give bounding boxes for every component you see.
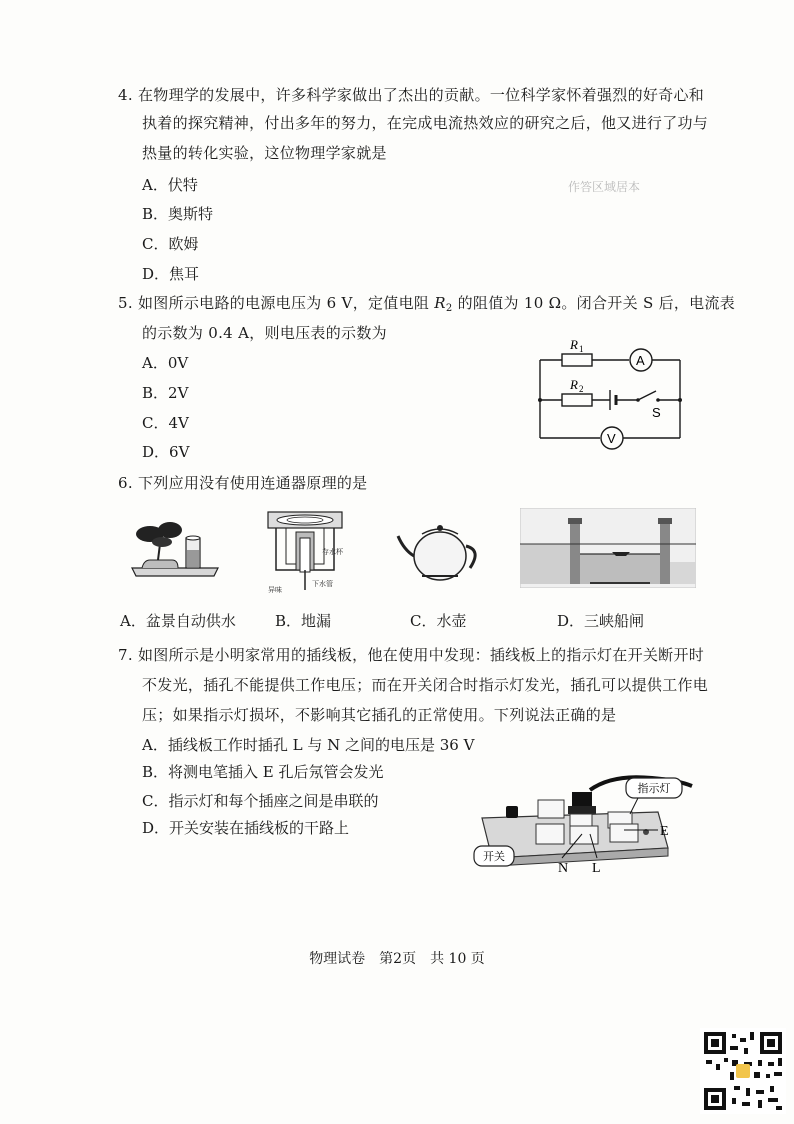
switch-callout-label: 开关 (483, 850, 505, 863)
floor-drain-image (262, 508, 358, 594)
q5-option-a: A．0V (142, 354, 189, 372)
q7-option-d: D．开关安装在插线板的干路上 (142, 819, 350, 837)
bonsai-water-image (122, 516, 224, 580)
e-label: E (660, 824, 669, 839)
drain-label-pipe: 下水管 (312, 580, 333, 588)
teapot-image (394, 512, 486, 588)
ammeter-label: A (636, 353, 645, 368)
drain-label-odor: 异味 (268, 586, 282, 594)
q6-caption-d: D．三峡船闸 (557, 612, 645, 630)
page-footer: 物理试卷 第2页 共 10 页 (309, 951, 485, 967)
q5-r-symbol: R (434, 294, 446, 312)
ship-lock-image (520, 508, 696, 588)
q4-option-c: C．欧姆 (142, 235, 199, 253)
power-strip-image (462, 772, 694, 888)
q5-line-1 (118, 292, 735, 314)
q5-option-b: B．2V (142, 384, 189, 402)
q5-option-d: D．6V (142, 443, 190, 461)
drain-label-cup: 存水杯 (322, 548, 343, 556)
q7-option-c: C．指示灯和每个插座之间是串联的 (142, 792, 379, 810)
q4-line-1: 4. 在物理学的发展中，许多科学家做出了杰出的贡献。一位科学家怀着强烈的好奇心和 (118, 86, 705, 104)
faded-note: 作答区域居本 (568, 180, 641, 194)
q5-r-sub: 2 (445, 303, 453, 314)
r1-label: R (570, 337, 578, 352)
q7-line-3: 压；如果指示灯损坏，不影响其它插孔的正常使用。下列说法正确的是 (142, 706, 617, 724)
l-label: L (592, 861, 601, 876)
q6-line-1: 6. 下列应用没有使用连通器原理的是 (118, 474, 368, 492)
r2-sub: 2 (579, 384, 584, 394)
switch-label: S (652, 405, 661, 420)
voltmeter-label: V (607, 431, 616, 446)
q7-line-1: 7. 如图所示是小明家常用的插线板，他在使用中发现：插线板上的指示灯在开关断开时 (118, 646, 705, 664)
r1-sub: 1 (579, 344, 584, 354)
q5-line-2: 的示数为 0.4 A，则电压表的示数为 (142, 324, 387, 342)
q4-line-3: 热量的转化实验，这位物理学家就是 (142, 144, 387, 162)
q4-option-d: D．焦耳 (142, 265, 200, 283)
q5-line-1-a: 5. 如图所示电路的电源电压为 6 V，定值电阻 (118, 294, 435, 312)
q5-option-c: C．4V (142, 414, 189, 432)
q4-option-a: A．伏特 (142, 176, 198, 194)
q5-line-1-b: 的阻值为 10 Ω。闭合开关 S 后，电流表 (452, 294, 736, 312)
q6-caption-c: C．水壶 (410, 612, 467, 630)
q6-caption-b: B．地漏 (275, 612, 332, 630)
circuit-diagram (530, 334, 690, 452)
indicator-label: 指示灯 (637, 782, 671, 795)
qr-code-icon (700, 1028, 786, 1114)
q7-option-b: B．将测电笔插入 E 孔后氖管会发光 (142, 763, 384, 781)
q7-option-a: A．插线板工作时插孔 L 与 N 之间的电压是 36 V (142, 736, 475, 754)
q4-option-b: B．奥斯特 (142, 205, 214, 223)
r2-label: R (570, 377, 578, 392)
q4-line-2: 执着的探究精神，付出多年的努力，在完成电流热效应的研究之后，他又进行了功与 (142, 114, 709, 132)
q6-caption-a: A．盆景自动供水 (120, 612, 236, 630)
n-label: N (558, 861, 569, 876)
q7-line-2: 不发光，插孔不能提供工作电压；而在开关闭合时指示灯发光，插孔可以提供工作电 (142, 676, 709, 694)
